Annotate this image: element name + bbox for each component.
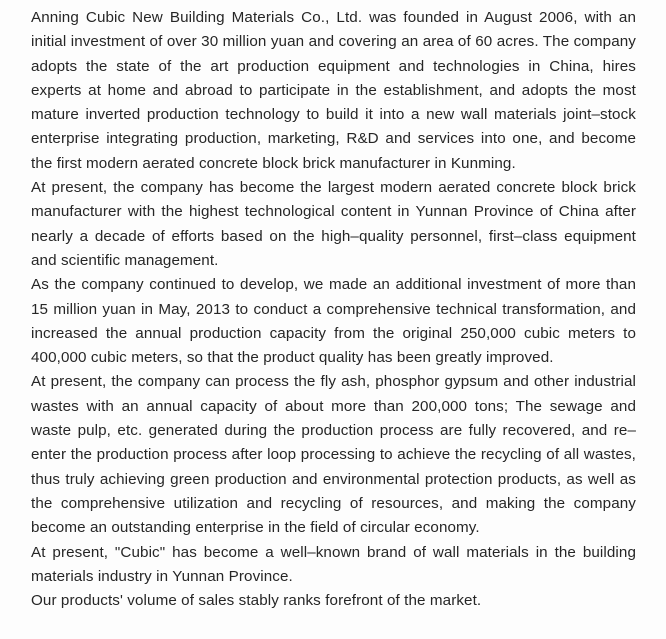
paragraph-company-founding: Anning Cubic New Building Materials Co., Ltd. was founded in August 2006, with an initial investment of over 30 million yuan and covering an area of 60 acres. The company adopts the state of the art production equipment and technologies in China, hires experts at home and abroad to participate in the establishment, and adopts the most mature inverted production technology to build it into a new wall materials joint–stock enterprise integrating production, marketing, R&D and services into one, and become the first modern aerated concrete block brick manufacturer in Kunming. [31, 9, 636, 172]
paragraph-2013-investment: As the company continued to develop, we made an additional investment of more than 15 million yuan in May, 2013 to conduct a comprehensive technical transformation, and increased the annual production capacity from the original 250,000 cubic meters to 400,000 cubic meters, so that the product quality has been greatly improved. [31, 276, 636, 367]
paragraph-sales-ranking: Our products' volume of sales stably ranks forefront of the market. [31, 592, 482, 610]
paragraph-brand-recognition: At present, "Cubic" has become a well–known brand of wall materials in the building materials industry in Yunnan Province. [31, 543, 636, 585]
paragraph-recycling-capability: At present, the company can process the fly ash, phosphor gypsum and other industrial wastes with an annual capacity of about more than 200,000 tons; The sewage and waste pulp, etc. generated during the production process are fully recovered, and re–enter the production process after loop processing to achieve the recycling of all wastes, thus truly achieving green production and environmental protection products, as well as the comprehensive utilization and recycling of resources, and making the company become an outstanding enterprise in the field of circular economy. [31, 373, 636, 537]
paragraph-market-position: At present, the company has become the largest modern aerated concrete block brick manufacturer with the highest technological content in Yunnan Province of China after nearly a decade of efforts based on the high–quality personnel, first–class equipment and scientific management. [31, 179, 636, 269]
